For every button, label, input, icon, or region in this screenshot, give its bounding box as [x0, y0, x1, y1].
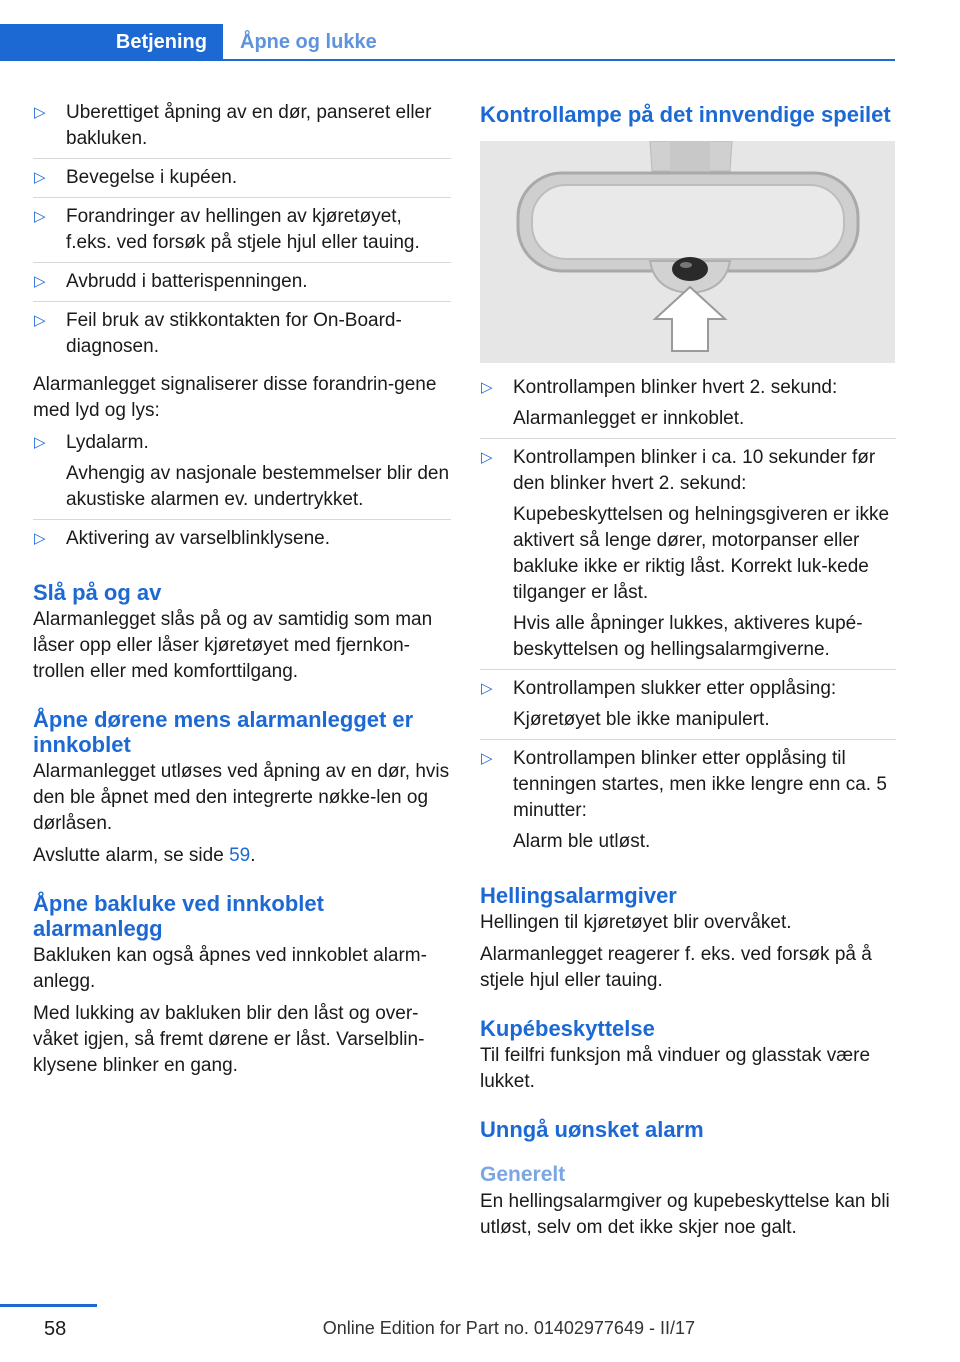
- kontrollampe-bullet-list: [480, 375, 896, 861]
- heading-kontrollampe: Kontrollampe på det innvendige speilet: [480, 102, 891, 127]
- triangle-bullet-icon: ▷: [34, 169, 46, 186]
- triangle-bullet-icon: ▷: [34, 312, 46, 329]
- avslutte-alarm-text: [33, 843, 451, 869]
- section-tab-label: Betjening: [115, 31, 207, 53]
- header-divider: [223, 59, 895, 61]
- list-item-text: Kontrollampen blinker hvert 2. sekund:: [513, 377, 838, 398]
- aapne-text: Alarmanlegget utløses ved åpning av en dør, hvis den ble åpnet med den integrerte nøkke-len og dørlåsen.: [33, 761, 450, 834]
- heading-aapne-doerene: Åpne dørene mens alarmanlegget er innkoblet: [33, 707, 414, 757]
- list-item-text: Avbrudd i batterispenningen.: [66, 271, 308, 292]
- page-header: [0, 0, 895, 62]
- list-item-text: Uberettiget åpning av en dør, panseret eller bakluken.: [66, 102, 432, 149]
- list-item: [480, 746, 896, 861]
- list-item-subtext: Kupebeskyttelsen og helningsgiveren er ikke aktivert så lenge dører, motorpanser eller bakluke ikke er riktig låst. Korrekt luk-kede tilganger er låst.: [513, 504, 890, 603]
- list-item-text: Forandringer av hellingen av kjøretøyet, f.eks. ved forsøk på stjele hjul eller tauing.: [66, 206, 420, 253]
- triangle-bullet-icon: ▷: [34, 208, 46, 225]
- list-item: [33, 204, 451, 263]
- triangle-bullet-icon: ▷: [481, 449, 493, 466]
- intro-bullet-list: [33, 100, 451, 366]
- mirror-illustration: [480, 141, 895, 363]
- list-item-subtext: Alarmanlegget er innkoblet.: [513, 408, 745, 429]
- list-item-subtext: Hvis alle åpninger lukkes, aktiveres kupé-beskyttelsen og hellingsalarmgiverne.: [513, 613, 863, 660]
- heading-unngaa-alarm: Unngå uønsket alarm: [480, 1117, 704, 1142]
- list-item: [33, 308, 451, 366]
- avslutte-suffix: .: [250, 845, 256, 866]
- list-item-text: Kontrollampen blinker i ca. 10 sekunder før den blinker hvert 2. sekund:: [513, 447, 876, 494]
- triangle-bullet-icon: ▷: [34, 530, 46, 547]
- slaa-text: Alarmanlegget slås på og av samtidig som man låser opp eller låser kjøretøyet med fjernkon-trollen eller med komforttilgang.: [33, 609, 433, 682]
- kupe-text: Til feilfri funksjon må vinduer og glasstak være lukket.: [480, 1045, 871, 1092]
- triangle-bullet-icon: ▷: [34, 434, 46, 451]
- section-tab[interactable]: [0, 24, 223, 61]
- list-item-subtext: Kjøretøyet ble ikke manipulert.: [513, 709, 770, 730]
- list-item: [33, 430, 451, 520]
- list-item-text: Feil bruk av stikkontakten for On-Board-diagnosen.: [66, 310, 402, 357]
- right-column: [480, 100, 896, 1247]
- list-item: [33, 526, 451, 558]
- list-item-subtext: Alarm ble utløst.: [513, 831, 651, 852]
- rearview-mirror-image: [480, 141, 895, 363]
- signal-bullet-list: [33, 430, 451, 558]
- subheading-generelt: Generelt: [480, 1163, 566, 1186]
- left-column: [33, 100, 451, 1085]
- generelt-text: En hellingsalarmgiver og kupebeskyttelse kan bli utløst, selv om det ikke skjer noe galt.: [480, 1191, 890, 1238]
- list-item: [33, 269, 451, 302]
- list-item-text: Aktivering av varselblinklysene.: [66, 528, 331, 549]
- helling-text-2: Alarmanlegget reagerer f. eks. ved forsøk på å stjele hjul eller tauing.: [480, 944, 872, 991]
- list-item-subtext: Avhengig av nasjonale bestemmelser blir den akustiske alarmen ev. undertrykket.: [66, 463, 450, 510]
- list-item-text: Bevegelse i kupéen.: [66, 167, 238, 188]
- heading-hellingsalarmgiver: Hellingsalarmgiver: [480, 883, 677, 908]
- list-item: [480, 375, 896, 439]
- list-item: [480, 676, 896, 740]
- bakluke-text-2: Med lukking av bakluken blir den låst og over-våket igjen, så fremt dørene er låst. Varselblin-klysene blinker en gang.: [33, 1003, 425, 1076]
- heading-aapne-bakluke: Åpne bakluke ved innkoblet alarmanlegg: [33, 891, 324, 941]
- triangle-bullet-icon: ▷: [34, 104, 46, 121]
- avslutte-prefix: Avslutte alarm, se side: [33, 845, 224, 866]
- list-item: [33, 100, 451, 159]
- bakluke-text-1: Bakluken kan også åpnes ved innkoblet alarm-anlegg.: [33, 945, 427, 992]
- helling-text-1: Hellingen til kjøretøyet blir overvåket.: [480, 912, 792, 933]
- triangle-bullet-icon: ▷: [481, 680, 493, 697]
- chapter-tab[interactable]: [240, 24, 377, 61]
- edition-text: Online Edition for Part no. 01402977649 - II/17: [322, 1318, 695, 1338]
- list-item-text: Kontrollampen slukker etter opplåsing:: [513, 678, 837, 699]
- list-item-text: Kontrollampen blinker etter opplåsing til tenningen startes, men ikke lengre enn ca. 5 minutter:: [513, 748, 887, 821]
- page-link-59[interactable]: 59: [229, 845, 251, 866]
- triangle-bullet-icon: ▷: [481, 750, 493, 767]
- list-item: [480, 445, 896, 670]
- signal-text: Alarmanlegget signaliserer disse forandrin-gene med lyd og lys:: [33, 374, 437, 421]
- triangle-bullet-icon: ▷: [34, 273, 46, 290]
- heading-kupebeskyttelse: Kupébeskyttelse: [480, 1016, 655, 1041]
- list-item-text: Lydalarm.: [66, 432, 149, 453]
- footer-divider: [0, 1304, 97, 1307]
- page-number: 58: [44, 1318, 67, 1340]
- heading-slaa-paa-og-av: Slå på og av: [33, 580, 162, 605]
- chapter-tab-label: Åpne og lukke: [240, 31, 377, 53]
- list-item: [33, 165, 451, 198]
- triangle-bullet-icon: ▷: [481, 379, 493, 396]
